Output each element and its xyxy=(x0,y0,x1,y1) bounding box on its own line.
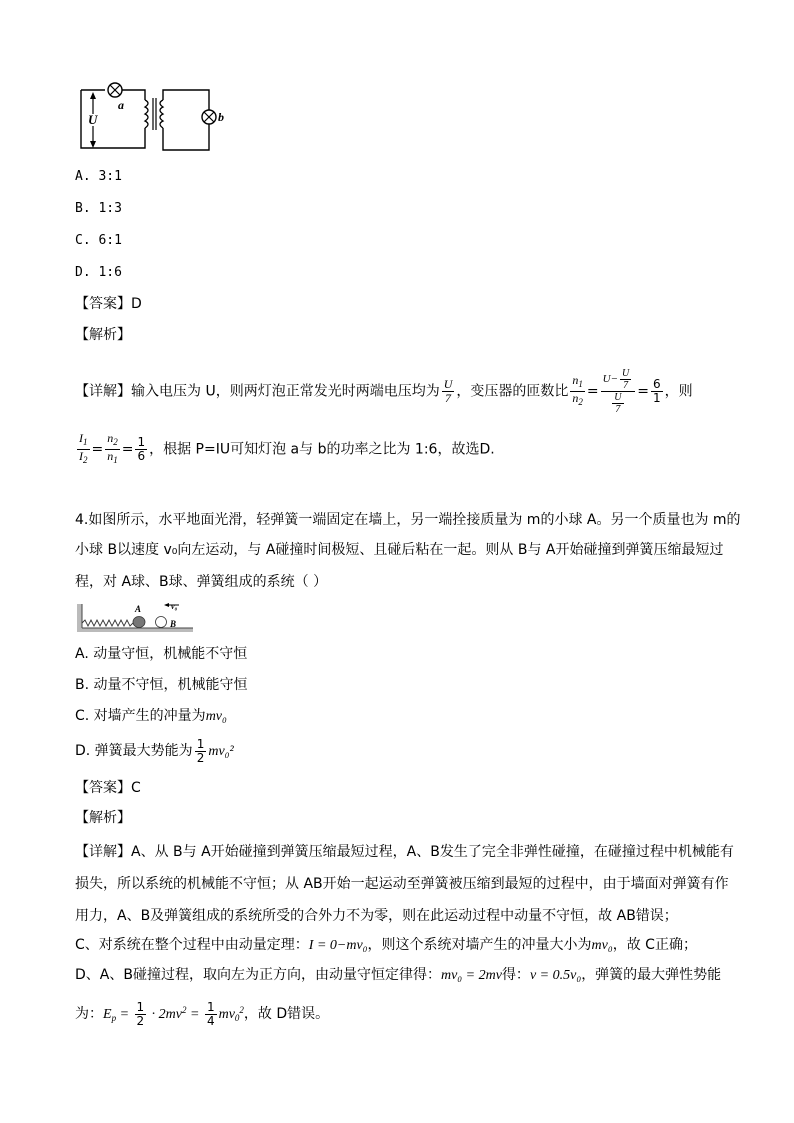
figure-label-v0: v₀ xyxy=(171,602,178,611)
q3-option-b: B. 1:3 xyxy=(75,201,122,216)
fraction-n2-n1: $\frac{n_2}{n_1}$ xyxy=(107,431,118,465)
q4-option-a: A. 动量守恒，机械能不守恒 xyxy=(75,646,248,662)
q4-detail-line3: 用力，A、B及弹簧组成的系统所受的合外力不为零，则在此运动过程中动量不守恒，故 AB错误； xyxy=(75,908,678,924)
q3-option-a: A. 3:1 xyxy=(75,169,122,184)
q3-detail-line2: $\frac{I_1}{I_2}$ = $\frac{n_2}{n_1}$ = $\frac{1}{6}$ ，根据 P=IU可知灯泡 a与 b的功率之比为 1:6，故选D. xyxy=(79,431,495,465)
q4-option-c: C. 对墙产生的冲量为mv₀ xyxy=(75,708,227,724)
q4-detail-line5: D、A、B碰撞过程，取向左为正方向，由动量守恒定律得：mv₀ = 2mv得：v = 0.5v₀，弹簧的最大弹性势能 xyxy=(75,967,722,983)
q4-stem-line2: 小球 B以速度 v₀向左运动，与 A碰撞时间极短、且碰后粘在一起。则从 B与 A开始碰撞到弹簧压缩最短过 xyxy=(75,542,724,558)
secondary-coil-icon xyxy=(160,100,163,128)
primary-coil-icon xyxy=(145,100,148,128)
spring-icon xyxy=(82,620,133,626)
label-b: b xyxy=(218,110,224,124)
q4-analysis-heading: 【解析】 xyxy=(75,810,131,826)
q3-detail-line1: 【详解】输入电压为 U，则两灯泡正常发光时两端电压均为 $\frac{U}{7}$ ，变压器的匝数比 $\frac{n_1}{n_2}$ = U− $\frac{U}{7}$ $\frac{U}{7}$ = $\frac{6}{1}$ ，则 xyxy=(75,368,693,415)
q4-stem-line1: 4.如图所示，水平地面光滑，轻弹簧一端固定在墙上，另一端拴接质量为 m的小球 A。另一个质量也为 m的 xyxy=(75,512,741,528)
label-a: a xyxy=(118,98,124,112)
label-u: U xyxy=(88,112,98,127)
figure-label-a: A xyxy=(135,604,142,614)
fraction-u-over-7: $\frac{U}{7}$ xyxy=(443,377,453,405)
q3-analysis-heading: 【解析】 xyxy=(75,327,131,343)
fraction-6-over-1: $\frac{6}{1}$ xyxy=(652,377,661,405)
q3-answer: 【答案】D xyxy=(75,296,142,312)
q4-answer: 【答案】C xyxy=(75,780,141,796)
fraction-n1-n2: $\frac{n_1}{n_2}$ xyxy=(572,373,583,407)
transformer-circuit-figure xyxy=(75,78,235,153)
q4-option-d: D. 弹簧最大势能为 $\frac{1}{2}$ mv₀² xyxy=(75,736,234,765)
fraction-turns-ratio: U− $\frac{U}{7}$ $\frac{U}{7}$ xyxy=(601,368,636,415)
fraction-i1-i2: $\frac{I_1}{I_2}$ xyxy=(79,431,88,465)
q3-option-d: D. 1:6 xyxy=(75,265,122,280)
q4-detail-line6: 为：$E_p$ = $\frac{1}{2}$ · $2mv^2$ = $\frac{1}{4}$ $mv_0^2$，故 D错误。 xyxy=(75,999,330,1028)
figure-label-b: B xyxy=(170,619,177,629)
fraction-1-over-6: $\frac{1}{6}$ xyxy=(137,435,146,463)
q4-detail-line2: 损失，所以系统的机械能不守恒；从 AB开始一起运动至弹簧被压缩到最短的过程中，由于墙面对弹簧有作 xyxy=(75,876,729,892)
spring-ball-figure xyxy=(75,600,195,632)
q4-detail-line4: C、对系统在整个过程中由动量定理：I = 0−mv₀，则这个系统对墙产生的冲量大小为mv₀，故 C正确； xyxy=(75,937,697,953)
q4-stem-line3: 程，对 A球、B球、弹簧组成的系统（ ） xyxy=(75,574,328,590)
q4-option-b: B. 动量不守恒，机械能守恒 xyxy=(75,677,248,693)
ball-a-icon xyxy=(133,617,145,628)
ball-b-icon xyxy=(156,617,167,628)
q3-detail-label: 【详解】 xyxy=(75,383,131,400)
q4-detail-line1: 【详解】A、从 B与 A开始碰撞到弹簧压缩最短过程，A、B发生了完全非弹性碰撞，在碰撞过程中机械能有 xyxy=(75,844,734,860)
q3-option-c: C. 6:1 xyxy=(75,233,122,248)
